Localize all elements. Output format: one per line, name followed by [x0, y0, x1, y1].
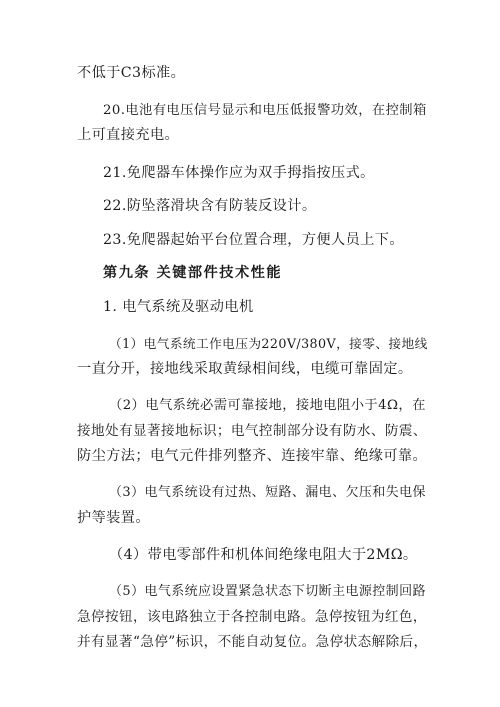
text-line: （1）电气系统工作电压为220V/380V，接零、接地线	[109, 336, 428, 351]
text-line: 22.防坠落滑块含有防装反设计。	[103, 198, 317, 214]
text-line: （4）带电零部件和机体间绝缘电阻大于2MΩ。	[109, 547, 418, 563]
text-line: 一直分开，接地线采取黄绿相间线，电缆可靠固定。	[77, 361, 413, 377]
text-line: 20.电池有电压信号显示和电压低报警功效，在控制箱	[103, 103, 427, 118]
text-line: 接地处有显著接地标识；电气控制部分设有防水、防震、	[77, 423, 427, 439]
text-line: 护等装置。	[77, 510, 150, 526]
section-heading: 第九条 关键部件技术性能	[103, 265, 283, 281]
text-line: （2）电气系统必需可靠接地，接地电阻小于4Ω，在	[109, 398, 426, 413]
text-line: （3）电气系统设有过热、短路、漏电、欠压和失电保	[109, 485, 426, 500]
text-line: 不低于C3标准。	[77, 65, 186, 81]
text-line: 上可直接充电。	[77, 127, 180, 143]
text-line: 防尘方法；电气元件排列整齐、连接牢靠、绝缘可靠。	[77, 448, 428, 464]
subsection-heading: 1. 电气系统及驱动电机	[103, 299, 254, 315]
text-line: 21.免爬器车体操作应为双手拇指按压式。	[103, 165, 375, 181]
text-line: （5）电气系统应设置紧急状态下切断主电源控制回路	[109, 584, 426, 599]
text-line: 急停按钮，该电路独立于各控制电路。急停按钮为红色，	[77, 609, 427, 625]
text-line: 23.免爬器起始平台位置合理，方便人员上下。	[103, 232, 404, 248]
text-line: 并有显著“急停”标识，不能自动复位。急停状态解除后，	[77, 634, 428, 650]
